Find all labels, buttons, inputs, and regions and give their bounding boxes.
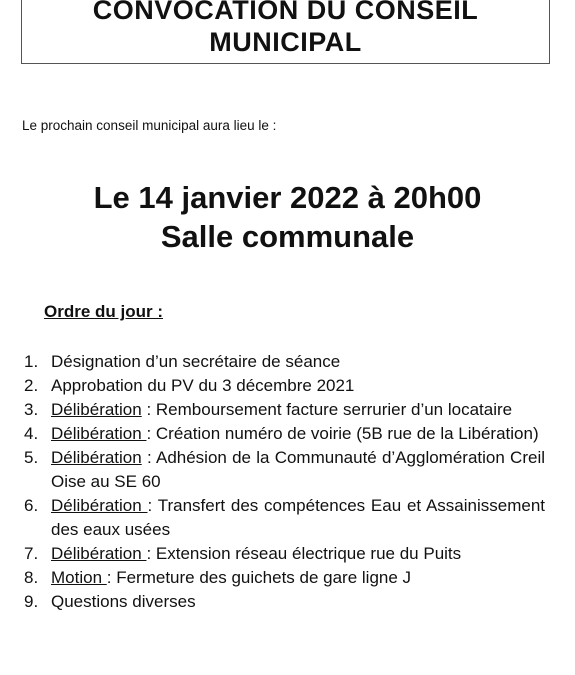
meeting-place: Salle communale — [160, 219, 415, 254]
item-number: 9. — [24, 592, 39, 611]
item-body — [51, 590, 545, 614]
item-kind: Délibération — [51, 400, 142, 419]
item-separator: : — [146, 424, 156, 443]
item-text: Création numéro de voirie (5B rue de la Libération) — [155, 424, 539, 443]
item-number: 5. — [24, 448, 39, 467]
agenda-item — [24, 398, 545, 422]
intro-text: Le prochain conseil municipal aura lieu le : — [22, 118, 277, 133]
item-number: 8. — [24, 568, 39, 587]
item-separator: : — [141, 400, 156, 419]
item-body — [51, 494, 545, 542]
agenda-item — [24, 422, 545, 446]
item-body — [51, 542, 545, 566]
item-text: Adhésion de la Communauté d’Agglomération Creil Oise au SE 60 — [51, 448, 545, 491]
item-separator: : — [147, 496, 158, 515]
page-title — [22, 0, 549, 58]
item-kind: Délibération — [51, 544, 147, 563]
agenda-item — [24, 566, 545, 590]
item-number: 3. — [24, 400, 39, 419]
title-box — [21, 0, 550, 64]
item-separator: : — [141, 448, 156, 467]
item-body — [51, 374, 545, 398]
item-number: 1. — [24, 352, 39, 371]
item-text: Fermeture des guichets de gare ligne J — [116, 568, 412, 587]
title-line-1: CONVOCATION DU CONSEIL — [92, 0, 479, 25]
item-separator: : — [146, 544, 156, 563]
item-number: 4. — [24, 424, 39, 443]
agenda-list — [24, 350, 545, 614]
item-kind: Motion — [51, 568, 107, 587]
item-body — [51, 446, 545, 494]
item-number: 7. — [24, 544, 39, 563]
item-kind: Délibération — [51, 448, 142, 467]
agenda-item — [24, 350, 545, 374]
agenda-item — [24, 446, 545, 494]
item-text: Remboursement facture serrurier d’un locataire — [155, 400, 513, 419]
item-kind: Délibération — [51, 424, 147, 443]
item-body — [51, 398, 545, 422]
agenda-item — [24, 374, 545, 398]
agenda-item — [24, 590, 545, 614]
meeting-headline — [0, 178, 575, 256]
item-separator: : — [106, 568, 117, 587]
item-text: Extension réseau électrique rue du Puits — [155, 544, 462, 563]
agenda-item — [24, 542, 545, 566]
item-body — [51, 422, 545, 446]
item-text: Questions diverses — [51, 592, 196, 611]
agenda-heading: Ordre du jour : — [44, 302, 163, 321]
item-number: 2. — [24, 376, 39, 395]
item-kind: Délibération — [51, 496, 148, 515]
item-text: Transfert des compétences Eau et Assainissement des eaux usées — [51, 496, 546, 539]
item-text: Approbation du PV du 3 décembre 2021 — [51, 376, 355, 395]
item-number: 6. — [24, 496, 39, 515]
meeting-date: Le 14 janvier 2022 à 20h00 — [93, 180, 482, 215]
item-body — [51, 350, 545, 374]
item-body — [51, 566, 545, 590]
title-line-2: MUNICIPAL — [209, 27, 362, 57]
agenda-item — [24, 494, 545, 542]
item-text: Désignation d’un secrétaire de séance — [51, 352, 341, 371]
